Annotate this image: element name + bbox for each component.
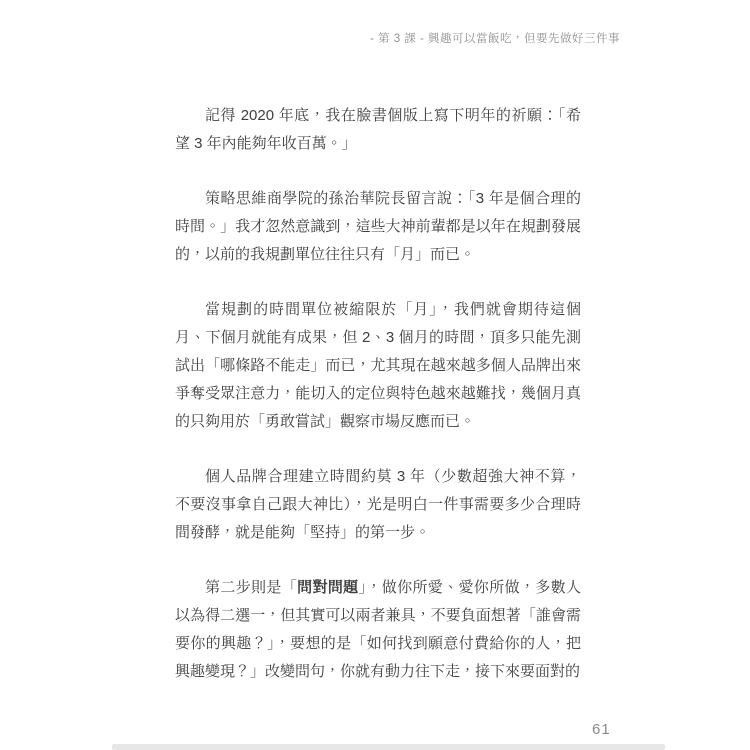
paragraph-5-pre: 第二步則是「 (205, 579, 298, 596)
page-body (175, 102, 581, 713)
paragraph-4: 個人品牌合理建立時間約莫 3 年（少數超強大神不算，不要沒事拿自己跟大神比），光是明白一件事需要多少合理時間發酵，就是能夠「堅持」的第一步。 (175, 468, 581, 541)
page-bottom-edge-shadow (112, 744, 665, 750)
paragraph-5 (175, 574, 581, 686)
page-number: 61 (592, 721, 611, 738)
paragraph-2: 策略思維商學院的孫治華院長留言說：「3 年是個合理的時間。」我才忽然意識到，這些大神前輩都是以年在規劃發展的，以前的我規劃單位往往只有「月」而已。 (175, 190, 581, 263)
paragraph-3: 當規劃的時間單位被縮限於「月」，我們就會期待這個月、下個月就能有成果，但 2、3 個月的時間，頂多只能先測試出「哪條路不能走」而已，尤其現在越來越多個人品牌出來爭奪受眾注意力，能切入的定位與特色越來越難找，幾個月真的只夠用於「勇敢嘗試」觀察市場反應而已。 (175, 301, 581, 430)
paragraph-5-bold: 問對問題 (297, 579, 359, 596)
running-header: - 第 3 課 - 興趣可以當飯吃，但要先做好三件事 (369, 33, 620, 45)
paragraph-1: 記得 2020 年底，我在臉書個版上寫下明年的祈願：「希望 3 年內能夠年收百萬。」 (175, 107, 581, 152)
paragraph-5-post: 」，做你所愛、愛你所做，多數人以為得二選一，但其實可以兩者兼具，不要負面想著「誰會需要你的興趣？」，要想的是「如何找到願意付費給你的人，把興趣變現？」改變問句，你就有動力往下走，接下來要面對的 (175, 579, 581, 680)
